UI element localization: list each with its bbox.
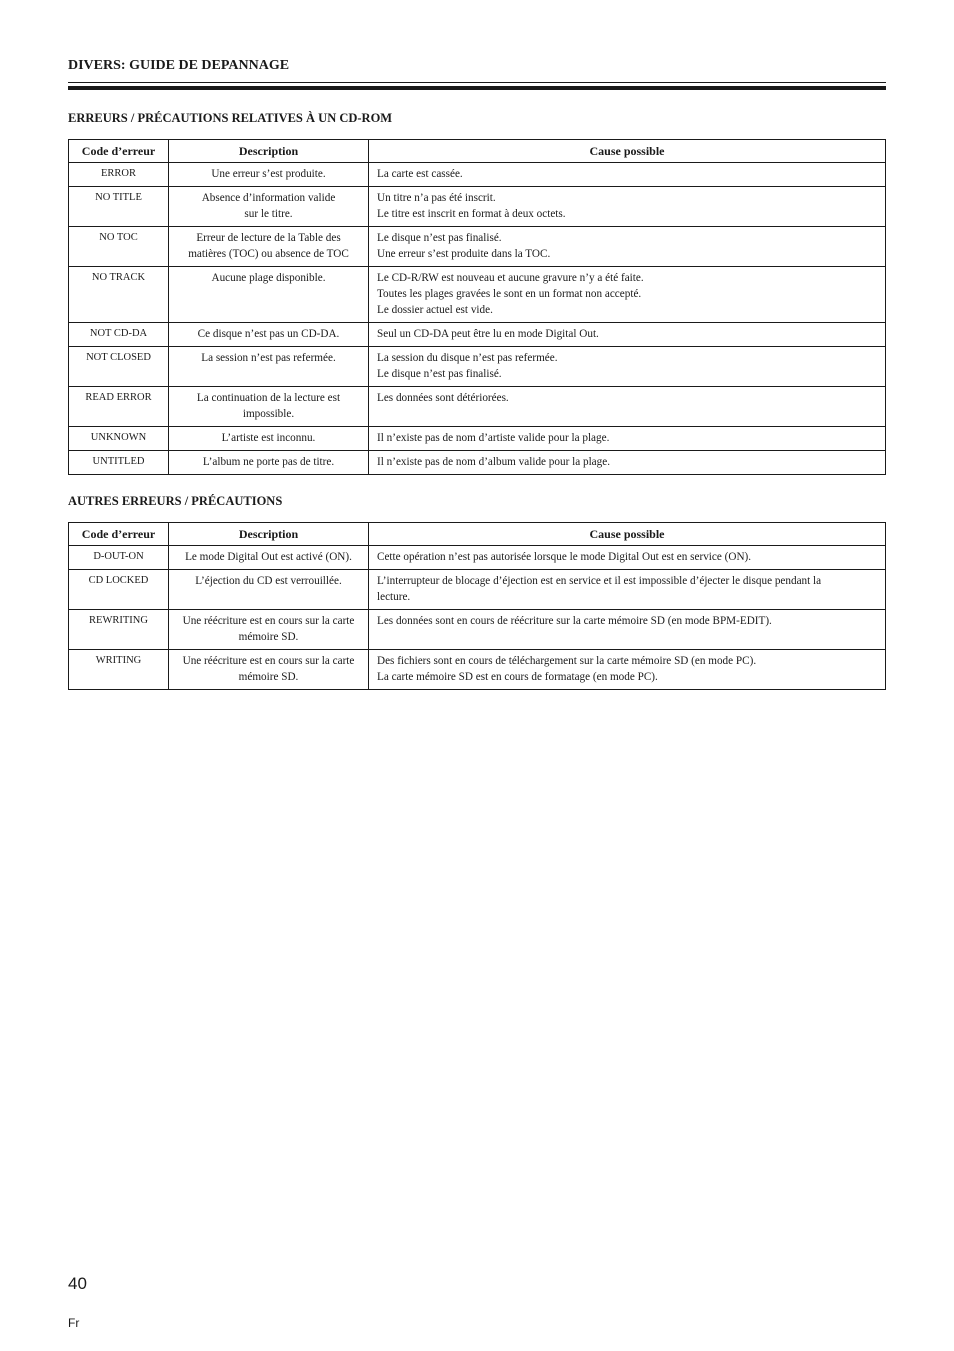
column-header-code: Code d’erreur <box>69 140 169 163</box>
error-code-cell: NO TITLE <box>69 187 169 227</box>
cause-cell-line: Le disque n’est pas finalisé. <box>377 232 502 244</box>
description-cell <box>169 451 369 475</box>
cause-cell <box>369 546 886 570</box>
cause-cell-line: Le CD-R/RW est nouveau et aucune gravure n’y a été faite. <box>377 272 644 284</box>
page-number: 40 <box>68 1274 87 1293</box>
cause-cell-line: Toutes les plages gravées le sont en un format non accepté. <box>377 288 642 300</box>
table-row <box>69 163 886 187</box>
description-cell-line: La session n’est pas refermée. <box>201 352 336 364</box>
cause-cell-line: Un titre n’a pas été inscrit. <box>377 192 496 204</box>
description-cell <box>169 187 369 227</box>
description-cell <box>169 323 369 347</box>
cause-cell-line: Une erreur s’est produite dans la TOC. <box>377 248 551 260</box>
header-rule-thin <box>68 82 886 83</box>
cause-cell <box>369 347 886 387</box>
table-row <box>69 347 886 387</box>
cause-cell <box>369 451 886 475</box>
description-cell-line: Le mode Digital Out est activé (ON). <box>185 551 352 563</box>
column-header-description: Description <box>169 140 369 163</box>
description-cell-line: matières (TOC) ou absence de TOC <box>188 248 349 260</box>
description-cell-line: La continuation de la lecture est <box>196 392 341 404</box>
description-cell-line: L’album ne porte pas de titre. <box>202 456 335 468</box>
description-cell <box>169 546 369 570</box>
table-row <box>69 267 886 323</box>
section-title-other-errors: AUTRES ERREURS / PRÉCAUTIONS <box>68 494 283 508</box>
table-row <box>69 187 886 227</box>
description-cell-line: Erreur de lecture de la Table des <box>196 232 341 244</box>
description-cell <box>169 347 369 387</box>
error-code-cell: READ ERROR <box>69 387 169 427</box>
cause-cell <box>369 323 886 347</box>
description-cell <box>169 227 369 267</box>
table-header-row <box>69 523 886 546</box>
description-cell <box>169 387 369 427</box>
error-code-cell: UNTITLED <box>69 451 169 475</box>
table-row <box>69 451 886 475</box>
cause-cell-line: Seul un CD-DA peut être lu en mode Digital Out. <box>377 328 599 340</box>
cause-cell-line: Le titre est inscrit en format à deux octets. <box>377 208 566 220</box>
description-cell-line: sur le titre. <box>244 208 293 220</box>
cause-cell <box>369 227 886 267</box>
cause-cell <box>369 187 886 227</box>
description-cell-line: Absence d’information valide <box>201 192 336 204</box>
description-cell-line: L’artiste est inconnu. <box>221 432 316 444</box>
description-cell-line: Aucune plage disponible. <box>211 272 326 284</box>
cause-cell-line: La carte mémoire SD est en cours de formatage (en mode PC). <box>377 671 658 683</box>
error-code-cell: ERROR <box>69 163 169 187</box>
description-cell-line: mémoire SD. <box>238 671 299 683</box>
description-cell <box>169 163 369 187</box>
description-cell-line: Ce disque n’est pas un CD-DA. <box>197 328 340 340</box>
cause-cell-line: Il n’existe pas de nom d’album valide pour la plage. <box>377 456 611 468</box>
description-cell-line: L’éjection du CD est verrouillée. <box>195 575 342 587</box>
cause-cell-line: lecture. <box>377 591 411 603</box>
description-cell-line: Une erreur s’est produite. <box>211 168 326 180</box>
table-row <box>69 323 886 347</box>
description-cell <box>169 650 369 690</box>
cause-cell <box>369 387 886 427</box>
cause-cell <box>369 267 886 323</box>
description-cell-line: Une réécriture est en cours sur la carte <box>182 655 355 667</box>
error-code-cell: NOT CD-DA <box>69 323 169 347</box>
error-table-cd-rom <box>68 139 886 475</box>
cause-cell <box>369 610 886 650</box>
cause-cell-line: Le dossier actuel est vide. <box>377 304 493 316</box>
error-code-cell: NO TRACK <box>69 267 169 323</box>
section-title-cd-rom: ERREURS / PRÉCAUTIONS RELATIVES À UN CD-ROM <box>68 111 393 125</box>
cause-cell-line: L’interrupteur de blocage d’éjection est en service et il est impossible d’éjecter le disque pendant la <box>377 575 822 587</box>
table-row <box>69 387 886 427</box>
table-header-row <box>69 140 886 163</box>
error-code-cell: CD LOCKED <box>69 570 169 610</box>
header-rule-thick <box>68 86 886 90</box>
description-cell-line: mémoire SD. <box>238 631 299 643</box>
cause-cell <box>369 650 886 690</box>
table-row <box>69 427 886 451</box>
column-header-cause: Cause possible <box>369 523 886 546</box>
cause-cell-line: Les données sont en cours de réécriture sur la carte mémoire SD (en mode BPM-EDIT). <box>377 615 772 627</box>
cause-cell-line: Le disque n’est pas finalisé. <box>377 368 502 380</box>
cause-cell-line: Il n’existe pas de nom d’artiste valide pour la plage. <box>377 432 610 444</box>
error-code-cell: NOT CLOSED <box>69 347 169 387</box>
table-row <box>69 610 886 650</box>
language-code: Fr <box>68 1316 80 1330</box>
table-row <box>69 227 886 267</box>
error-code-cell: REWRITING <box>69 610 169 650</box>
page-title: DIVERS: GUIDE DE DEPANNAGE <box>68 58 290 73</box>
cause-cell <box>369 163 886 187</box>
cause-cell-line: Des fichiers sont en cours de téléchargement sur la carte mémoire SD (en mode PC). <box>377 655 757 667</box>
table-row <box>69 570 886 610</box>
error-code-cell: UNKNOWN <box>69 427 169 451</box>
cause-cell-line: Les données sont détériorées. <box>377 392 509 404</box>
error-code-cell: WRITING <box>69 650 169 690</box>
description-cell-line: Une réécriture est en cours sur la carte <box>182 615 355 627</box>
description-cell-line: impossible. <box>242 408 295 420</box>
table-row <box>69 650 886 690</box>
error-table-other <box>68 522 886 690</box>
cause-cell-line: La carte est cassée. <box>377 168 463 180</box>
column-header-code: Code d’erreur <box>69 523 169 546</box>
description-cell <box>169 610 369 650</box>
column-header-cause: Cause possible <box>369 140 886 163</box>
cause-cell <box>369 427 886 451</box>
error-code-cell: NO TOC <box>69 227 169 267</box>
column-header-description: Description <box>169 523 369 546</box>
description-cell <box>169 570 369 610</box>
error-code-cell: D-OUT-ON <box>69 546 169 570</box>
table-row <box>69 546 886 570</box>
description-cell <box>169 267 369 323</box>
cause-cell-line: Cette opération n’est pas autorisée lorsque le mode Digital Out est en service (ON). <box>377 551 752 563</box>
description-cell <box>169 427 369 451</box>
cause-cell-line: La session du disque n’est pas refermée. <box>377 352 558 364</box>
cause-cell <box>369 570 886 610</box>
